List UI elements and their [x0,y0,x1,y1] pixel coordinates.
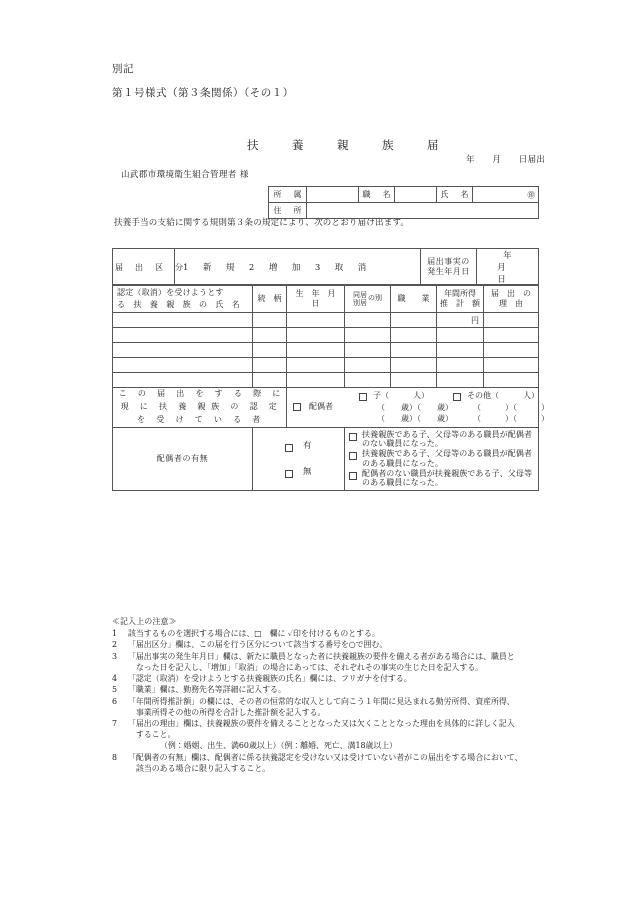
note-line: 該当するものを選択する場合には、□ 欄に ✓印を付けるものとする。 [128,629,380,639]
address-field[interactable] [307,203,539,219]
cell-birthdate[interactable] [287,358,345,373]
page-title: 扶 養 親 族 届 [247,138,450,152]
addressee-honorific: 様 [240,170,249,180]
spouse-status-label: 配偶者の有無 [113,427,253,491]
filing-category-label: 届 出 区 分 [113,249,175,286]
table-row [269,187,539,203]
cell-birthdate[interactable] [287,313,345,328]
residence-suffix: の別 [368,294,382,303]
note-number: 5 [112,685,118,695]
address-label: 住 所 [269,203,307,219]
spouse-no-checkbox[interactable] [285,470,293,479]
note-number: 4 [112,674,118,684]
reason-label-3: 配偶者のない職員が扶養親族である子、父母等のある職員になった。 [362,468,533,488]
col-header-name-line1: 認定（取消）を受けようとす [117,288,224,297]
col-header-relation: 続 柄 [253,285,287,313]
cell-relation[interactable] [253,328,287,343]
col-header-residence [345,285,391,313]
table-row [113,373,539,388]
cell-residence[interactable] [345,313,391,328]
name-field[interactable] [473,187,539,203]
other-row-1[interactable]: （ ）（ ） [473,403,549,413]
table-header-row [113,285,539,313]
note-number: 1 [112,629,118,639]
spouse-status-reasons [345,427,539,491]
filing-date-line: 年 月 日届出 [466,155,546,165]
reason-option[interactable] [349,449,536,469]
note-number: 2 [112,640,118,650]
cell-occupation[interactable] [391,358,437,373]
spouse-yes-checkbox[interactable] [285,444,293,453]
note-number: 7 [112,718,118,728]
checkbox-icon [349,472,357,480]
affiliation-field[interactable] [307,187,359,203]
filing-category-table [112,248,545,286]
checkbox-icon [349,452,357,460]
current-recipients-label-line2: 族 の 認 定 を 受 け て い る 者 [137,401,288,424]
cell-residence[interactable] [345,328,391,343]
cell-income[interactable] [437,343,484,358]
note-item [112,696,552,718]
cell-birthdate[interactable] [287,373,345,388]
note-number: 3 [112,651,118,661]
note-text [128,718,552,752]
child-checkbox[interactable] [359,392,367,401]
col-header-birthdate: 生 年 月 日 [287,285,345,313]
checkbox-icon [453,393,461,401]
checkbox-icon [285,470,293,478]
residence-top: 同居 [353,290,367,299]
col-header-income-line1: 年間所得 [444,289,476,298]
cell-residence[interactable] [345,358,391,373]
reason-label-2: 扶養親族である子、父母等のある職員が配偶者のある職員になった。 [362,449,533,468]
col-header-income [437,285,484,313]
table-row [269,203,539,219]
note-item [112,718,552,752]
appendix-label: 別記 [112,63,134,75]
note-item [112,752,552,774]
note-line: 事業所得その他の所得を合計した推計額を記入する。 [136,707,326,717]
cell-income[interactable] [437,358,484,373]
other-option-label: その他（ 人） [467,391,539,401]
col-header-name [113,285,253,313]
note-number: 8 [112,752,118,762]
name-label: 氏 名 [437,187,473,203]
dependents-table [112,284,549,491]
filing-category-options[interactable]: 1 新 規 2 増 加 3 取 消 [175,249,421,286]
seal-icon: ㊞ [527,190,535,199]
note-text [128,628,552,639]
note-line: 「届出区分」欄は、この届を行う区分について該当する番号を○で囲む。 [128,640,388,650]
note-line: 「届出の理由」欄は、扶養親族の要件を備えることとなった又は欠くこととなった理由を具体的に詳しく記入 [128,718,515,728]
spouse-checkbox[interactable] [293,402,301,411]
note-line: なった日を記入し、「増加」「取消」の場合にあっては、それぞれその事実の生じた日を記入する。 [136,662,484,672]
position-field[interactable] [395,187,437,203]
current-recipients-label [113,388,292,427]
spouse-no-label: 無 [303,466,312,477]
spouse-option-label: 配偶者 [309,402,333,412]
reason-checkbox-3[interactable] [349,469,357,481]
other-row-2[interactable]: （ ）（ ） [473,414,549,424]
cell-birthdate[interactable] [287,328,345,343]
checkbox-icon [359,393,367,401]
note-item [112,684,552,695]
current-recipients-row [113,388,539,427]
intro-statement: 扶養手当の支給に関する規則第３条の規定により、次のとおり届け出ます。 [114,218,410,228]
table-row [113,358,539,373]
table-row [113,343,539,358]
notes-heading: ≪記入上の注意≫ [112,617,177,626]
note-line: 「認定（取消）を受けようとする扶養親族の氏名」欄には、フリガナを付する。 [128,674,412,684]
cell-income[interactable]: 円 [437,313,484,328]
event-date-field[interactable]: 年 月 日 [477,249,539,286]
cell-occupation[interactable] [391,313,437,328]
cell-reason[interactable] [484,313,539,328]
col-header-income-line2: 推 計 額 [440,298,480,308]
reason-option[interactable] [349,469,536,489]
event-date-label-line1: 届出事実の [427,257,470,266]
child-age-row-1[interactable]: （ 歳）（ 歳） [377,403,453,413]
note-line: すること。 [136,730,176,740]
addressee: 山武郡市環境衛生組合管理者 [121,170,237,180]
reason-checkbox-2[interactable] [349,449,357,461]
note-text [128,696,552,718]
cell-income[interactable] [437,373,484,388]
cell-reason[interactable] [484,373,539,388]
notes-section [112,616,552,774]
current-recipients-options [287,388,549,427]
cell-name[interactable] [113,358,253,373]
cell-birthdate[interactable] [287,343,345,358]
cell-residence[interactable] [345,373,391,388]
note-number: 6 [112,696,118,706]
cell-reason[interactable] [484,328,539,343]
checkbox-icon [349,433,357,441]
cell-reason[interactable] [484,343,539,358]
note-text [128,684,552,695]
form-number: 第１号様式（第３条関係）（その１） [112,87,294,99]
cell-relation[interactable] [253,358,287,373]
cell-name[interactable] [113,343,253,358]
event-date-label-line2: 発生年月日 [427,267,470,276]
cell-occupation[interactable] [391,373,437,388]
affiliation-label: 所 属 [269,187,307,203]
cell-income[interactable] [437,328,484,343]
note-examples: （例：婚姻、出生、満60歳以上）（例：離婚、死亡、満18歳以上） [160,741,398,751]
note-text [128,673,552,684]
child-option-label: 子（ 人） [373,391,429,401]
note-line: 該当のある場合に限り記入すること。 [136,763,271,773]
note-line: 「届出事実の発生年月日」欄は、新たに職員となった者に扶養親族の要件を備える者がある場合には、職員と [128,651,515,661]
note-item [112,628,552,639]
note-item [112,639,552,650]
cell-relation[interactable] [253,373,287,388]
child-age-row-2[interactable]: （ 歳）（ 歳） [377,414,453,424]
checkbox-icon [285,444,293,452]
applicant-info-table [268,186,539,219]
spouse-yes-label: 有 [303,440,312,451]
note-line: 「年間所得推計額」の欄には、その者の恒常的な収入として向こう１年間に見込まれる勤労所得、資産所得、 [128,696,515,706]
position-label: 職 名 [359,187,395,203]
col-header-reason: 届 出 の 理 由 [484,285,539,313]
note-item [112,651,552,673]
cell-reason[interactable] [484,358,539,373]
table-row [113,313,539,328]
col-header-name-line2: る 扶 養 親 族 の 氏 名 [117,299,240,309]
reason-option[interactable] [349,430,536,450]
event-date-label [421,249,477,286]
note-line: 「配偶者の有無」欄は、配偶者に係る扶養認定を受けない又は受けていない者がこの届出をする場合において、 [128,752,523,762]
current-recipients-label-line1: こ の 届 出 を す る 際 に 現 に 扶 養 親 [118,389,292,411]
spouse-status-row [113,427,539,491]
checkbox-icon [293,403,301,411]
cell-name[interactable] [113,328,253,343]
residence-bottom: 別居 [353,298,367,307]
table-row [113,249,539,286]
note-text [128,639,552,650]
note-item [112,673,552,684]
reason-checkbox-1[interactable] [349,430,357,442]
table-row [113,328,539,343]
reason-label-1: 扶養親族である子、父母等のある職員が配偶者のない職員になった。 [362,429,533,449]
cell-name[interactable] [113,313,253,328]
other-checkbox[interactable] [453,392,461,401]
cell-name[interactable] [113,373,253,388]
col-header-occupation: 職 業 [391,285,437,313]
note-line: 「職業」欄は、勤務先名等詳細に記入する。 [128,685,286,695]
cell-occupation[interactable] [391,328,437,343]
note-text [128,651,552,673]
cell-occupation[interactable] [391,343,437,358]
note-text [128,752,552,774]
cell-residence[interactable] [345,343,391,358]
spouse-status-options [253,427,345,491]
cell-relation[interactable] [253,313,287,328]
cell-relation[interactable] [253,343,287,358]
